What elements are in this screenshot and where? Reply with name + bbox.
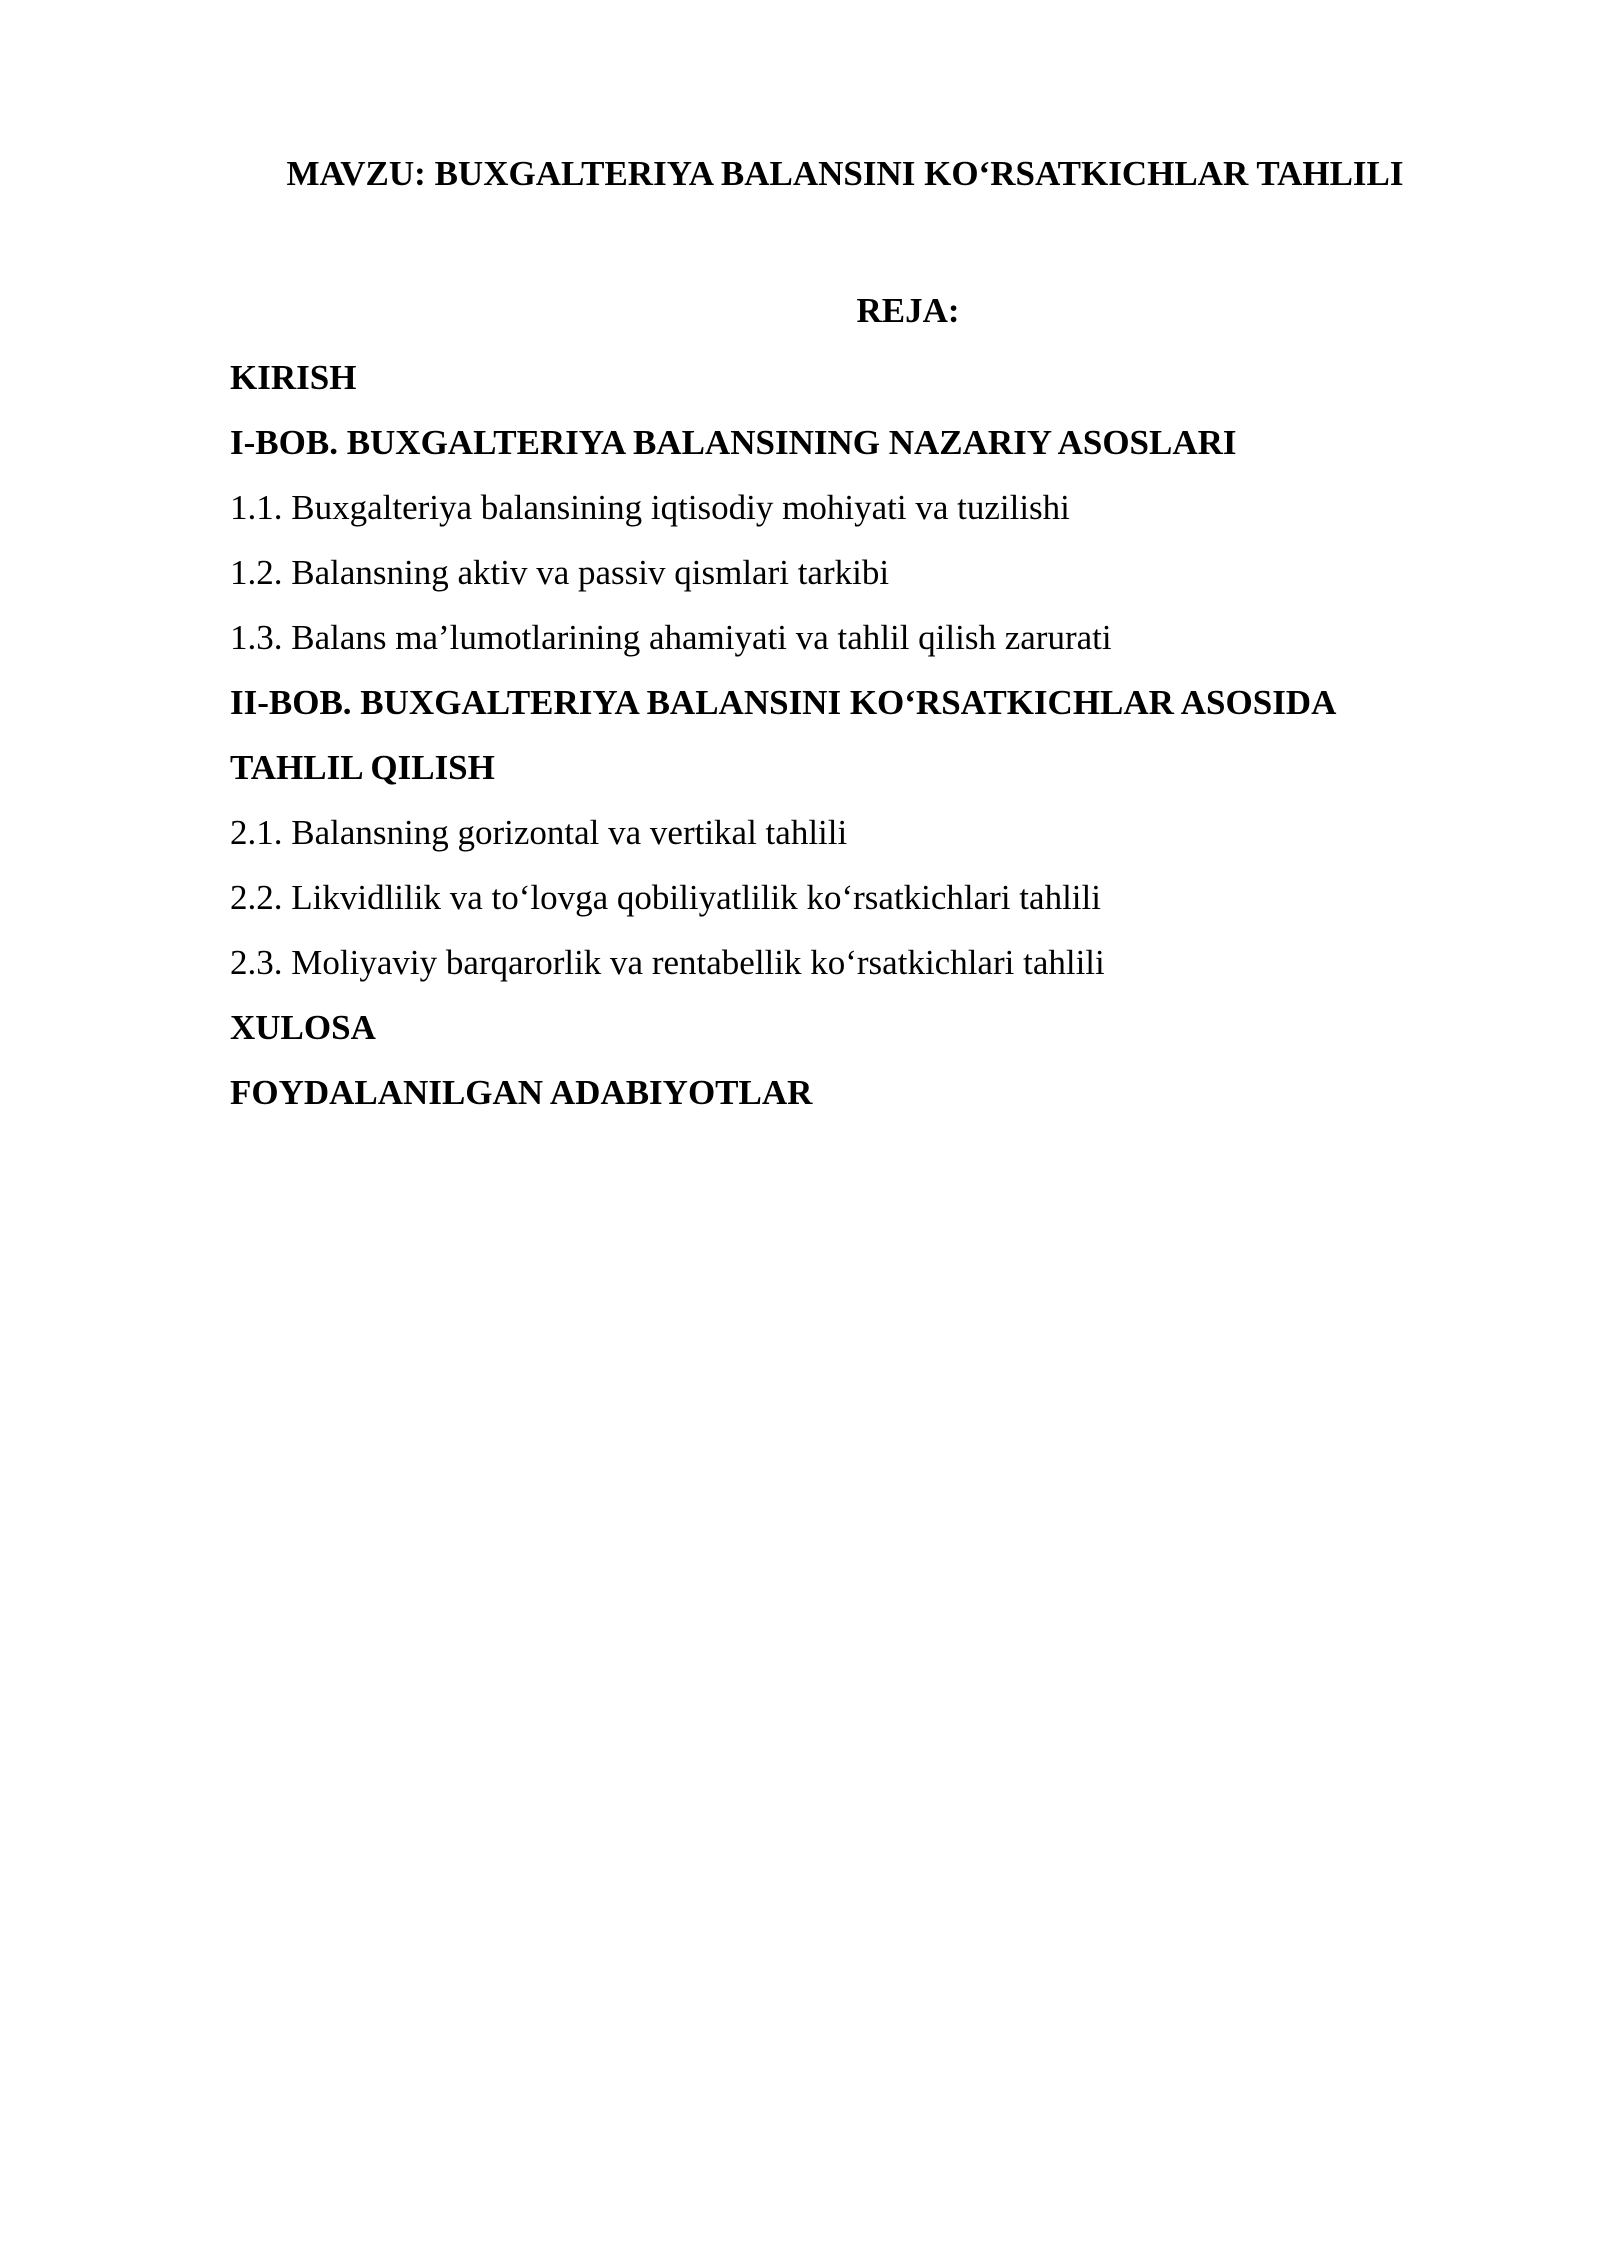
- toc-item-chapter-1: I-BOB. BUXGALTERIYA BALANSINING NAZARIY ASOSLARI: [230, 423, 1237, 462]
- toc-item-section-2-3: 2.3. Moliyaviy barqarorlik va rentabellik ko‘rsatkichlari tahlili: [230, 943, 1105, 982]
- toc-item-section-2-1: 2.1. Balansning gorizontal va vertikal tahlili: [230, 813, 848, 852]
- toc-item-section-2-2: 2.2. Likvidlilik va to‘lovga qobiliyatlilik ko‘rsatkichlari tahlili: [230, 878, 1101, 917]
- plan-heading: [230, 287, 1460, 335]
- toc-item-section-1-3: 1.3. Balans ma’lumotlarining ahamiyati va tahlil qilish zarurati: [230, 618, 1112, 657]
- document-title: MAVZU: BUXGALTERIYA BALANSINI KO‘RSATKICHLAR TAHLILI: [286, 154, 1404, 193]
- table-of-contents: [230, 345, 1460, 1125]
- toc-item-section-1-1: 1.1. Buxgalteriya balansining iqtisodiy mohiyati va tuzilishi: [230, 488, 1070, 527]
- toc-item-references: FOYDALANILGAN ADABIYOTLAR: [230, 1073, 813, 1112]
- toc-item-introduction: KIRISH: [230, 358, 357, 397]
- toc-item-chapter-2-continued: TAHLIL QILISH: [230, 748, 495, 787]
- plan-heading-label: REJA:: [856, 291, 960, 330]
- toc-item-section-1-2: 1.2. Balansning aktiv va passiv qismlari tarkibi: [230, 553, 890, 592]
- toc-item-chapter-2: II-BOB. BUXGALTERIYA BALANSINI KO‘RSATKICHLAR ASOSIDA: [230, 683, 1337, 722]
- toc-item-conclusion: XULOSA: [230, 1008, 376, 1047]
